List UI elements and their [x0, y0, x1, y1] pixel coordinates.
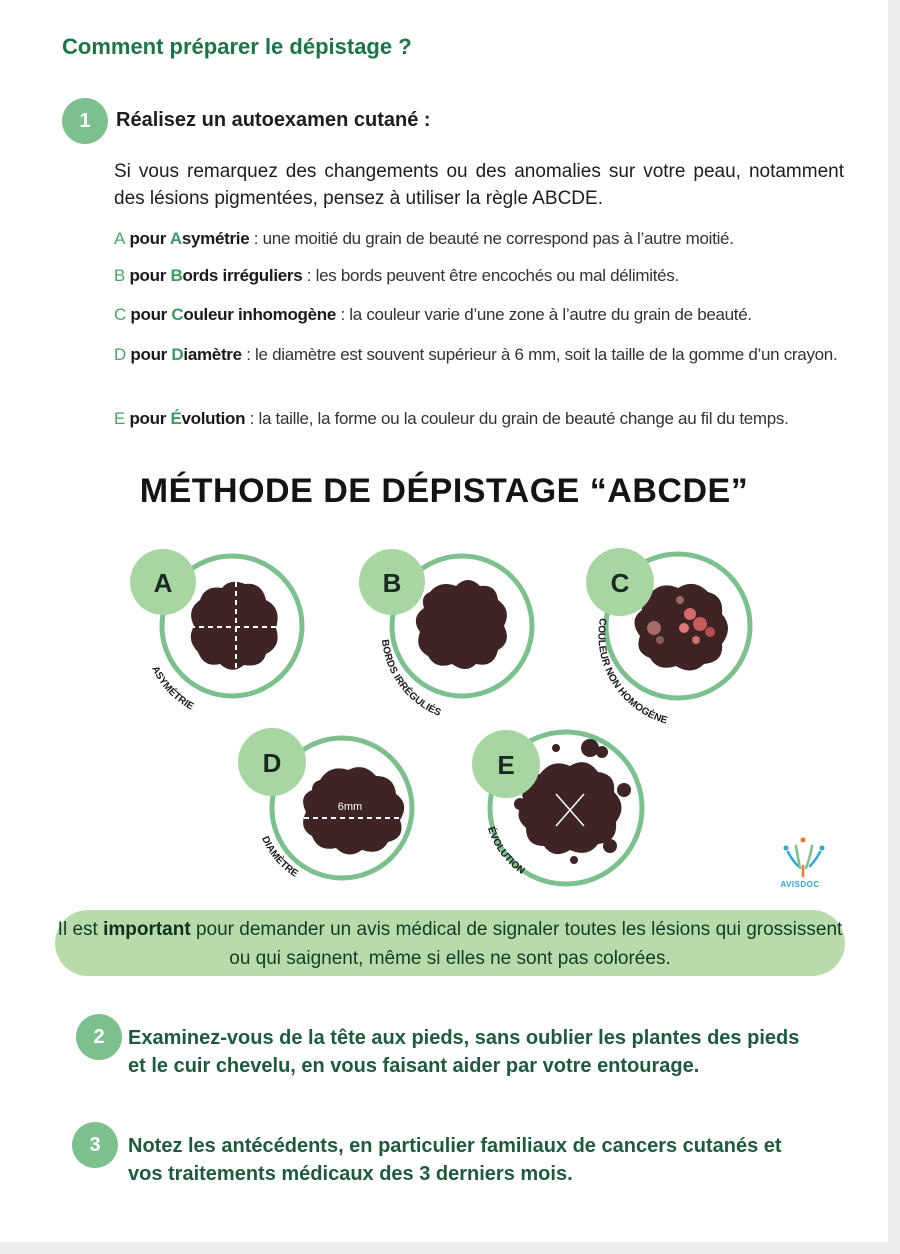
illustration-a [130, 549, 302, 713]
caption-a: ASYMÉTRIE [149, 664, 196, 713]
measure-label: 6mm [337, 801, 363, 813]
avisdoc-logo-icon [784, 838, 825, 877]
avisdoc-logo: AVISDOC [780, 880, 820, 889]
svg-text:ASYMÉTRIE [149, 664, 195, 712]
letter-b: B [382, 568, 402, 598]
caption-b: BORDS IRRÉGULIÉS [378, 638, 443, 719]
rule-c: C pour Couleur inhomogène : la couleur varie d’une zone à l’autre du grain de beauté. [114, 305, 752, 324]
step-1-badge: 1 [62, 98, 108, 144]
mole-a [191, 582, 278, 670]
illustration-d [238, 728, 412, 880]
rule-d: D pour Diamètre : le diamètre est souvent supérieur à 6 mm, soit la taille de la gomme d’un crayon. [114, 345, 838, 364]
letter-c: C [610, 568, 630, 598]
step-1-title: Réalisez un autoexamen cutané : [116, 109, 431, 131]
illustration-e [472, 730, 642, 884]
caption-d: DIAMÈTRE [259, 834, 300, 880]
method-title: MÉTHODE DE DÉPISTAGE “ABCDE” [139, 472, 749, 510]
step-3-badge: 3 [72, 1122, 118, 1168]
illustration-c [586, 548, 750, 727]
svg-text:ÉVOLUTION [485, 825, 526, 877]
caption-c: COULEUR NON HOMOGÈNE [595, 617, 669, 727]
letter-a: A [153, 568, 173, 598]
step-2-text: Examinez-vous de la tête aux pieds, sans oublier les plantes des pieds et le cuir chevelu, en vous faisant aider par votre entourage. [128, 1027, 800, 1077]
rule-a: A pour Asymétrie : une moitié du grain de beauté ne correspond pas à l’autre moitié. [114, 229, 734, 248]
letter-e: E [497, 750, 515, 780]
illustration-b [359, 549, 532, 719]
letter-d: D [262, 748, 282, 778]
caption-e: ÉVOLUTION [485, 825, 527, 877]
rule-b: B pour Bords irréguliers : les bords peuvent être encochés ou mal délimités. [114, 266, 679, 285]
mole-b [416, 580, 507, 669]
step-2-badge: 2 [76, 1014, 122, 1060]
step-1-intro: Si vous remarquez des changements ou des anomalies sur votre peau, notamment des lésions pigmentées, pensez à utiliser la règle ABCDE. [114, 161, 844, 209]
page-title: Comment préparer le dépistage ? [62, 34, 412, 59]
rule-e: E pour Évolution : la taille, la forme ou la couleur du grain de beauté change au fil du temps. [114, 409, 789, 428]
important-callout: Il est important pour demander un avis médical de signaler toutes les lésions qui grossissent ou qui saignent, même si elles ne sont pas colorées. [55, 910, 845, 976]
step-3-text: Notez les antécédents, en particulier familiaux de cancers cutanés et vos traitements médicaux des 3 derniers mois. [128, 1135, 782, 1185]
